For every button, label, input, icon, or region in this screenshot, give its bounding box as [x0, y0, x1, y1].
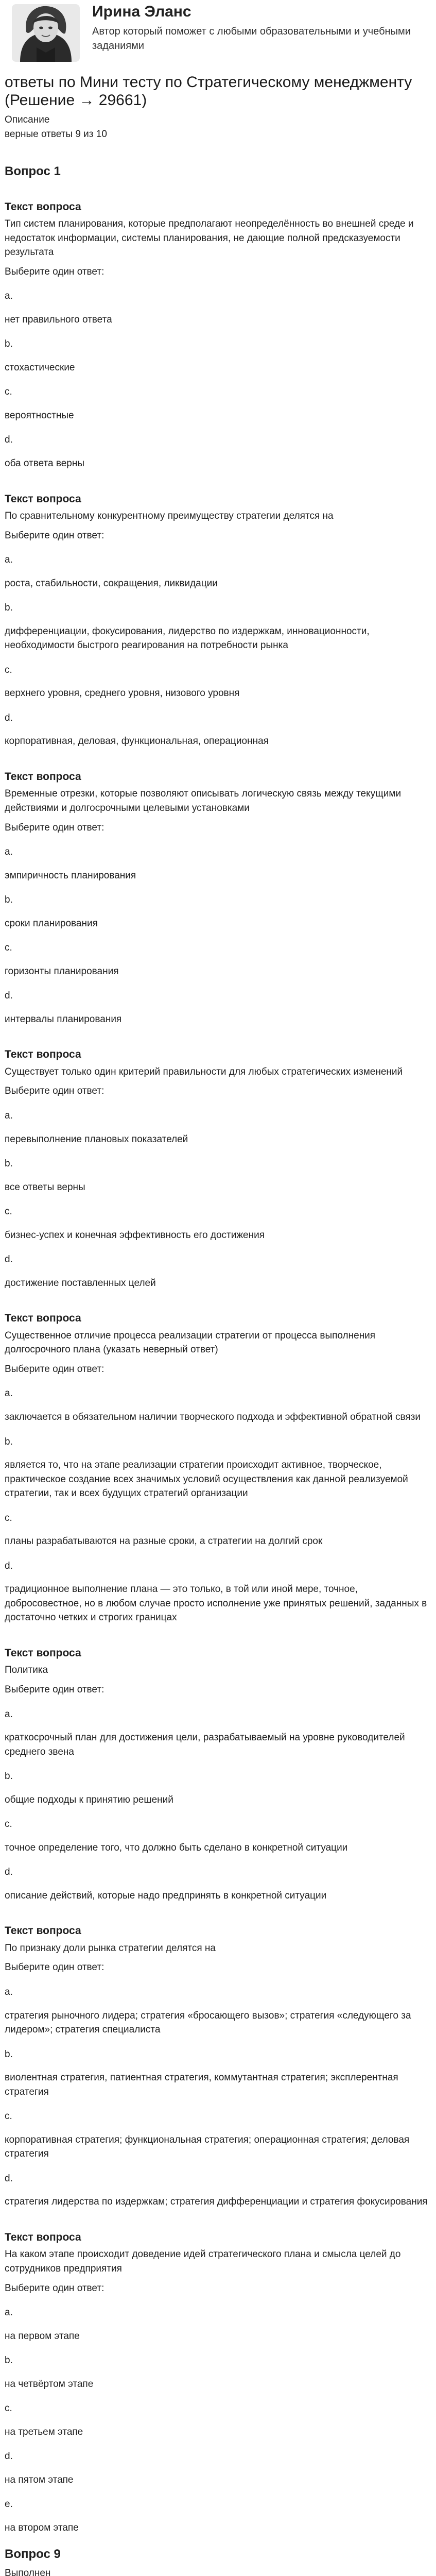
answer-option-letter: d.	[5, 1254, 13, 1265]
answer-option-letter: d.	[5, 2451, 13, 2462]
question-block	[5, 769, 431, 1026]
answer-option[interactable]: является то, что на этапе реализации стратегии происходит активное, творческое, практическое создание всех значимых условий осуществления как данной реализуемой стратегии, так и всех будущих стратегий организации	[5, 1460, 408, 1499]
document-title: ответы по Мини тесту по Стратегическому менеджменту (Решение → 29661)	[5, 74, 412, 109]
answer-option-letter: b.	[5, 1436, 13, 1447]
answer-option-letter: b.	[5, 338, 13, 350]
answer-option-letter: c.	[5, 1206, 12, 1217]
answer-option[interactable]: заключается в обязательном наличии творческого подхода и эффективной обратной связи	[5, 1412, 421, 1423]
question-block	[5, 199, 431, 471]
question-label: Текст вопроса	[5, 200, 81, 213]
answer-option[interactable]: на пятом этапе	[5, 2474, 74, 2485]
avatar-portrait-icon[interactable]	[5, 1, 87, 63]
answer-option[interactable]: на первом этапе	[5, 2330, 80, 2342]
question-label: Текст вопроса	[5, 1925, 81, 1937]
question-label: Текст вопроса	[5, 493, 81, 505]
description-label: Описание	[5, 114, 50, 125]
answer-option-letter: b.	[5, 1771, 13, 1782]
question-label: Текст вопроса	[5, 1048, 81, 1061]
author-info	[92, 1, 422, 53]
answer-option-letter: a.	[5, 554, 13, 566]
answer-option[interactable]: бизнес-успех и конечная эффективность его достижения	[5, 1229, 265, 1241]
answer-option[interactable]: горизонты планирования	[5, 965, 119, 977]
answer-option[interactable]: стратегия рыночного лидера; стратегия «бросающего вызов»; стратегия «следующего за лидером»; стратегия специалиста	[5, 2010, 411, 2036]
answer-prompt: Выберите один ответ:	[5, 822, 104, 833]
answer-option-letter: d.	[5, 1867, 13, 1878]
score-line: верные ответы 9 из 10	[5, 129, 107, 140]
question-text: Существует только один критерий правильности для любых стратегических изменений	[5, 1066, 403, 1077]
question-text: Политика	[5, 1665, 48, 1676]
answer-option-letter: d.	[5, 1560, 13, 1571]
answer-option-letter: c.	[5, 2403, 12, 2414]
answer-option[interactable]: роста, стабильности, сокращения, ликвидации	[5, 578, 218, 589]
question-text: Тип систем планирования, которые предполагают неопределённость во внешней среде и недостаток информации, системы планирования, не дающие полной предсказуемости результата	[5, 218, 414, 258]
question-text: По сравнительному конкурентному преимуществу стратегии делятся на	[5, 511, 334, 522]
answer-option[interactable]: дифференциации, фокусирования, лидерство по издержкам, инновационности, необходимости быстрого реагирования на потребности рынка	[5, 625, 370, 651]
answer-option-letter: b.	[5, 2355, 13, 2366]
answer-option-letter: a.	[5, 1388, 13, 1399]
question-heading: Вопрос 1	[5, 164, 61, 178]
answer-option[interactable]: сроки планирования	[5, 918, 98, 929]
answer-option[interactable]: нет правильного ответа	[5, 314, 112, 325]
answer-option[interactable]: достижение поставленных целей	[5, 1277, 156, 1289]
answer-option[interactable]: на третьем этапе	[5, 2426, 83, 2437]
question-block	[5, 1923, 431, 2209]
answer-prompt: Выберите один ответ:	[5, 1684, 104, 1696]
answer-option-letter: d.	[5, 2173, 13, 2184]
answer-option[interactable]: общие подходы к принятию решений	[5, 1794, 173, 1805]
question-status: Выполнен	[5, 2568, 51, 2576]
answer-option[interactable]: виолентная стратегия, патиентная стратегия, коммутантная стратегия; эксплерентная стратегия	[5, 2072, 398, 2097]
answer-option-letter: a.	[5, 2307, 13, 2318]
answer-option-letter: c.	[5, 664, 12, 675]
answer-option[interactable]: верхнего уровня, среднего уровня, низового уровня	[5, 688, 240, 699]
answer-option-letter: d.	[5, 434, 13, 446]
answer-prompt: Выберите один ответ:	[5, 1086, 104, 1097]
question-block	[5, 2230, 431, 2535]
answer-option[interactable]: интервалы планирования	[5, 1013, 122, 1025]
answer-prompt: Выберите один ответ:	[5, 266, 104, 277]
answer-option-letter: a.	[5, 1110, 13, 1122]
question-block	[5, 492, 431, 749]
answer-option[interactable]: вероятностные	[5, 410, 74, 421]
answer-option-letter: c.	[5, 1512, 12, 1523]
question-label: Текст вопроса	[5, 2231, 81, 2244]
answer-prompt: Выберите один ответ:	[5, 1363, 104, 1375]
question-block	[5, 1311, 431, 1625]
author-name[interactable]: Ирина Эланс	[92, 3, 191, 20]
answer-option[interactable]: эмпиричность планирования	[5, 870, 136, 881]
answer-option[interactable]: корпоративная стратегия; функциональная стратегия; операционная стратегия; деловая стратегия	[5, 2134, 410, 2160]
answer-option-letter: b.	[5, 1158, 13, 1170]
answer-option[interactable]: стохастические	[5, 362, 75, 373]
question-text: На каком этапе происходит доведение идей стратегического плана и смысла целей до сотрудников предприятия	[5, 2249, 401, 2275]
question-label: Текст вопроса	[5, 1312, 81, 1325]
answer-option[interactable]: краткосрочный план для достижения цели, разрабатываемый на уровне руководителей среднего звена	[5, 1732, 405, 1757]
author-header	[5, 0, 431, 63]
answer-option-letter: b.	[5, 894, 13, 906]
answer-option[interactable]: описание действий, которые надо предпринять в конкретной ситуации	[5, 1890, 327, 1901]
answer-option-letter: d.	[5, 712, 13, 723]
questions-list	[5, 199, 431, 2576]
answer-option[interactable]: планы разрабатываются на разные сроки, а стратегии на долгий срок	[5, 1536, 323, 1547]
answer-prompt: Выберите один ответ:	[5, 530, 104, 541]
author-description: Автор который поможет с любыми образовательными и учебными заданиями	[92, 25, 411, 52]
answer-option-letter: c.	[5, 2111, 12, 2122]
answer-option[interactable]: оба ответа верны	[5, 458, 85, 469]
answer-option[interactable]: корпоративная, деловая, функциональная, операционная	[5, 736, 269, 747]
answer-option-letter: c.	[5, 386, 12, 398]
answer-option-letter: e.	[5, 2499, 13, 2510]
answer-prompt: Выберите один ответ:	[5, 1962, 104, 1973]
question-heading: Вопрос 9	[5, 2547, 61, 2561]
answer-option[interactable]: на втором этапе	[5, 2522, 79, 2534]
answer-option[interactable]: точное определение того, что должно быть сделано в конкретной ситуации	[5, 1842, 348, 1853]
answer-prompt: Выберите один ответ:	[5, 2282, 104, 2294]
answer-option-letter: d.	[5, 990, 13, 1002]
question-block	[5, 1047, 431, 1290]
answer-option[interactable]: перевыполнение плановых показателей	[5, 1133, 188, 1145]
question-text: Временные отрезки, которые позволяют описывать логическую связь между текущими действиями и долгосрочными целевыми установками	[5, 788, 402, 814]
question-block	[5, 1646, 431, 1903]
answer-option-letter: a.	[5, 1708, 13, 1720]
answer-option[interactable]: на четвёртом этапе	[5, 2378, 94, 2389]
question-label: Текст вопроса	[5, 771, 81, 783]
answer-option-letter: a.	[5, 846, 13, 858]
answer-option-letter: c.	[5, 1819, 12, 1830]
answer-option-letter: a.	[5, 291, 13, 302]
answer-option-letter: c.	[5, 942, 12, 954]
answer-option[interactable]: стратегия лидерства по издержкам; стратегия дифференциации и стратегия фокусирования	[5, 2196, 428, 2208]
question-label: Текст вопроса	[5, 1647, 81, 1659]
answer-option-letter: b.	[5, 602, 13, 614]
question-text: По признаку доли рынка стратегии делятся на	[5, 1942, 216, 1954]
answer-option[interactable]: все ответы верны	[5, 1181, 85, 1193]
answer-option-letter: b.	[5, 2048, 13, 2060]
answer-option[interactable]: традиционное выполнение плана — это только, в той или иной мере, точное, добросовестное, но в любом случае просто исполнение уже принятых решений, заданных в достаточно четких и строгих границах	[5, 1584, 427, 1623]
question-text: Существенное отличие процесса реализации стратегии от процесса выполнения долгосрочного плана (указать неверный ответ)	[5, 1330, 376, 1355]
answer-option-letter: a.	[5, 1987, 13, 1998]
